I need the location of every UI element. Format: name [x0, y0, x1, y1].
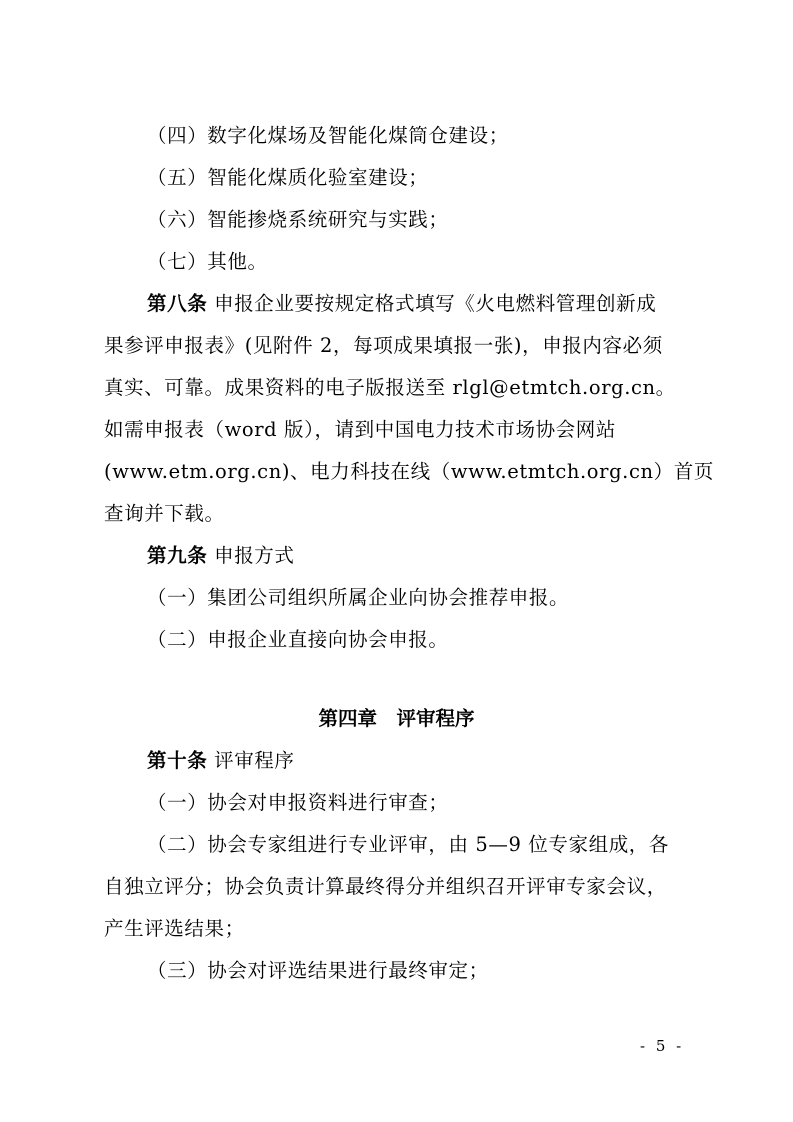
article-8-line-2: 果参评申报表》(见附件 2，每项成果填报一张)，申报内容必须: [104, 334, 663, 357]
page-number: - 5 -: [640, 1037, 685, 1055]
article-8-line-3: 真实、可靠。成果资料的电子版报送至 rlgl@etmtch.org.cn。: [104, 376, 676, 399]
article-8-line-6: 查询并下载。: [104, 502, 225, 525]
article-10-item-3: （三）协会对评选结果进行最终审定；: [147, 959, 489, 982]
article-9-heading: 第九条: [147, 544, 208, 567]
article-8-line-1: [147, 292, 737, 316]
list-item-5: （五）智能化煤质化验室建设；: [147, 166, 429, 189]
list-item-6: （六）智能掺烧系统研究与实践；: [147, 208, 449, 231]
chapter-heading: 第四章 评审程序: [318, 707, 475, 730]
article-10-item-2-line-2: 自独立评分；协会负责计算最终得分并组织召开评审专家会议，: [104, 875, 667, 898]
article-8-line-5: (www.etm.org.cn)、电力科技在线（www.etmtch.org.cn）首页: [104, 460, 714, 483]
article-10-line: [147, 749, 737, 773]
article-9-item-1: （一）集团公司组织所属企业向协会推荐申报。: [147, 586, 570, 609]
article-9-text: 申报方式: [207, 544, 295, 567]
article-10-heading: 第十条: [147, 749, 208, 772]
article-8-text: 申报企业要按规定格式填写《火电燃料管理创新成: [207, 292, 657, 315]
list-item-4: （四）数字化煤场及智能化煤筒仓建设；: [147, 124, 509, 147]
article-10-item-2-line-1: （二）协会专家组进行专业评审，由 5—9 位专家组成，各: [147, 833, 670, 856]
article-8-line-4: 如需申报表（word 版），请到中国电力技术市场协会网站: [104, 418, 616, 441]
list-item-7: （七）其他。: [147, 250, 268, 273]
article-9-line: [147, 544, 737, 568]
article-10-item-2-line-3: 产生评选结果；: [104, 917, 245, 940]
article-9-item-2: （二）申报企业直接向协会申报。: [147, 628, 449, 651]
article-8-heading: 第八条: [147, 292, 208, 315]
article-10-text: 评审程序: [207, 749, 295, 772]
article-10-item-1: （一）协会对申报资料进行审查；: [147, 791, 449, 814]
